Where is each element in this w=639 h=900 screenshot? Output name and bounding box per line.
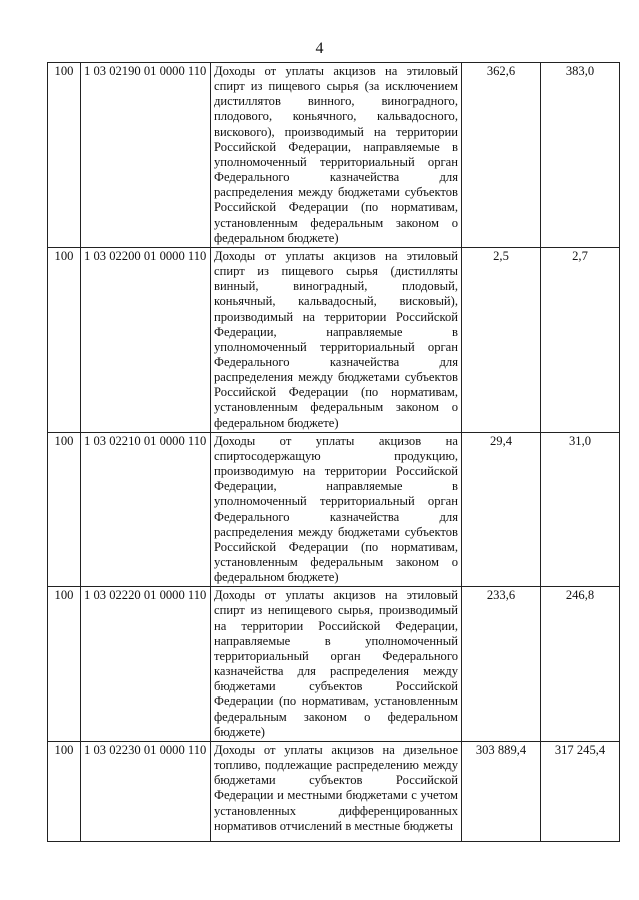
table-row (48, 741, 620, 841)
budget-code-cell: 1 03 02230 01 0000 110 (81, 741, 211, 841)
revenue-name-cell: Доходы от уплаты акцизов на спиртосодержащую продукцию, производимую на территории Российской Федерации, направляемые в уполномоченный территориальный орган Федерального казначейства для распределения между бюджетами субъектов Российской Федерации (по нормативам, установленным федеральным законом о федеральном бюджете) (211, 432, 462, 587)
revenue-name-cell: Доходы от уплаты акцизов на этиловый спирт из непищевого сырья, производимый на территории Российской Федерации, направляемые в уполномоченный территориальный орган Федерального казначейства для распределения между бюджетами субъектов Российской Федерации (по нормативам, установленным федеральным законом о федеральном бюджете) (211, 587, 462, 742)
revenue-name-cell: Доходы от уплаты акцизов на этиловый спирт из пищевого сырья (дистилляты винный, виноградный, плодовый, коньячный, кальвадосный, висковый), производимый на территории Российской Федерации, направляемые в уполномоченный территориальный орган Федерального казначейства для распределения между бюджетами субъектов Российской Федерации (по нормативам, установленным федеральным законом о федеральном бюджете) (211, 247, 462, 432)
budget-code-cell: 1 03 02220 01 0000 110 (81, 587, 211, 742)
value-year2-cell: 2,7 (541, 247, 620, 432)
value-year2-cell: 246,8 (541, 587, 620, 742)
value-year2-cell: 383,0 (541, 63, 620, 248)
admin-code-cell: 100 (48, 587, 81, 742)
admin-code-cell: 100 (48, 432, 81, 587)
table-row (48, 63, 620, 248)
value-year1-cell: 29,4 (462, 432, 541, 587)
value-year1-cell: 2,5 (462, 247, 541, 432)
value-year1-cell: 303 889,4 (462, 741, 541, 841)
revenue-name-cell: Доходы от уплаты акцизов на этиловый спирт из пищевого сырья (за исключением дистиллятов винного, виноградного, плодового, коньячного, кальвадосного, вискового), производимый на территории Российской Федерации, направляемые в уполномоченный территориальный орган Федерального казначейства для распределения между бюджетами субъектов Российской Федерации (по нормативам, установленным федеральным законом о федеральном бюджете) (211, 63, 462, 248)
budget-code-cell: 1 03 02190 01 0000 110 (81, 63, 211, 248)
page-number: 4 (315, 40, 324, 57)
table-row (48, 587, 620, 742)
admin-code-cell: 100 (48, 63, 81, 248)
value-year1-cell: 233,6 (462, 587, 541, 742)
budget-code-cell: 1 03 02210 01 0000 110 (81, 432, 211, 587)
revenue-name-cell: Доходы от уплаты акцизов на дизельное топливо, подлежащие распределению между бюджетами субъектов Российской Федерации и местными бюджетами с учетом установленных дифференцированных нормативов отчислений в местные бюджеты (211, 741, 462, 841)
value-year2-cell: 317 245,4 (541, 741, 620, 841)
admin-code-cell: 100 (48, 741, 81, 841)
value-year1-cell: 362,6 (462, 63, 541, 248)
budget-code-cell: 1 03 02200 01 0000 110 (81, 247, 211, 432)
revenue-table (47, 62, 620, 842)
table-row (48, 432, 620, 587)
table-row (48, 247, 620, 432)
value-year2-cell: 31,0 (541, 432, 620, 587)
admin-code-cell: 100 (48, 247, 81, 432)
